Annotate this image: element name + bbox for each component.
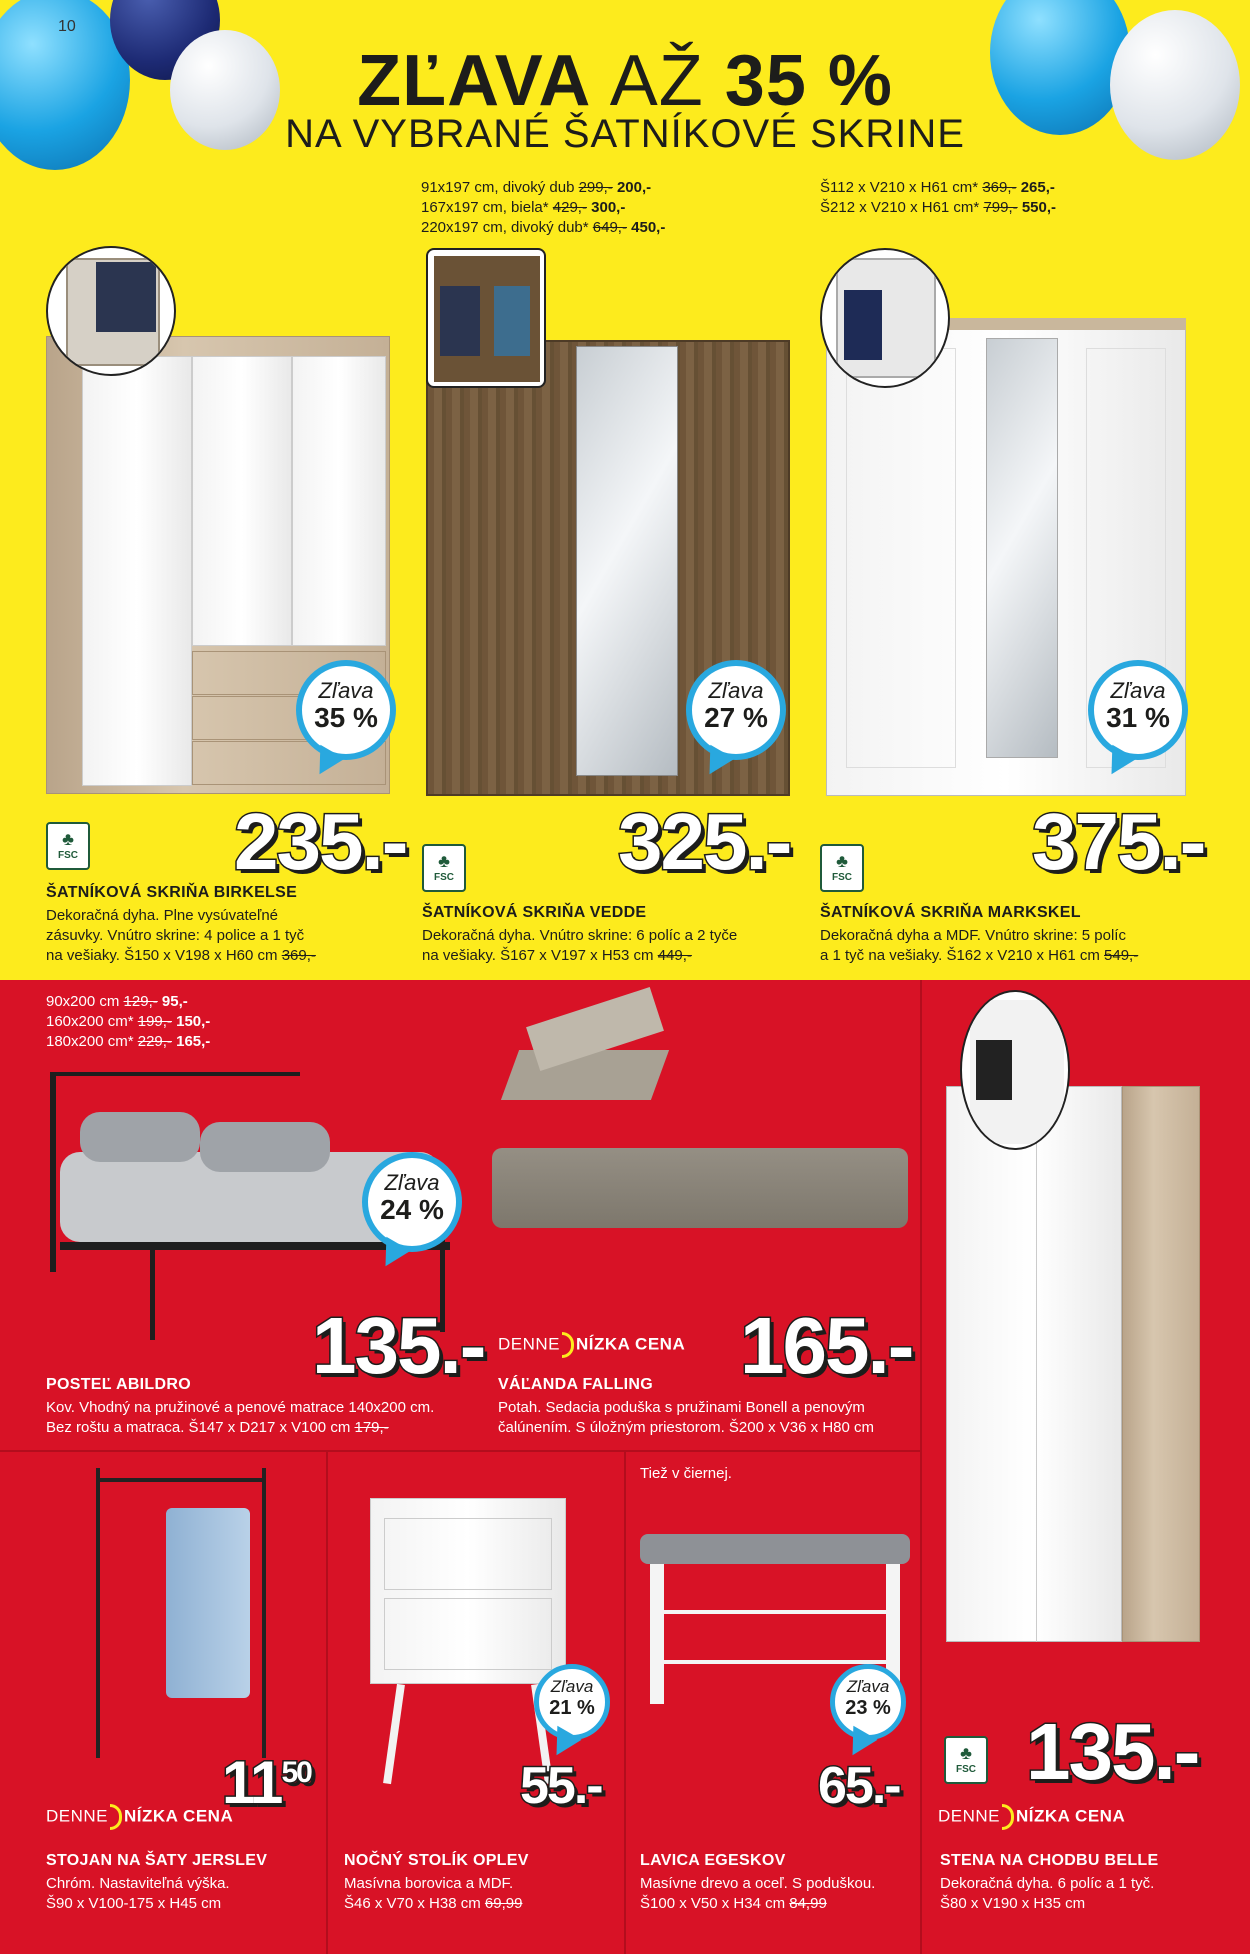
markskel-title: ŠATNÍKOVÁ SKRIŇA MARKSKEL <box>820 904 1081 921</box>
vedde-discount-badge: Zľava 27 % <box>686 660 786 760</box>
jerslev-rack-image <box>86 1468 286 1768</box>
belle-interior-inset <box>960 990 1070 1150</box>
falling-price: 165.- <box>740 1301 913 1390</box>
falling-title: VÁĽANDA FALLING <box>498 1376 654 1393</box>
headline-main <box>0 40 1250 122</box>
size-row: 90x200 cm 129,- 95,- <box>46 993 188 1010</box>
abildro-title: POSTEĽ ABILDRO <box>46 1376 191 1393</box>
vedde-fsc-logo: ♣ FSC <box>422 844 466 892</box>
markskel-fsc-logo: ♣ FSC <box>820 844 864 892</box>
jerslev-desc: Chróm. Nastaviteľná výška. Š90 x V100-175 x H45 cm <box>46 1875 230 1912</box>
birkelse-price: 235.- <box>234 797 407 886</box>
belle-fsc-logo: ♣ FSC <box>944 1736 988 1784</box>
size-row: Š112 x V210 x H61 cm* 369,- 265,- <box>820 179 1055 196</box>
abildro-discount-badge: Zľava 24 % <box>362 1152 462 1252</box>
belle-denne-logo: DENNE NÍZKA CENA <box>938 1804 1125 1830</box>
belle-price: 135.- <box>1026 1707 1199 1796</box>
belle-desc: Dekoračná dyha. 6 políc a 1 tyč. Š80 x V190 x H35 cm <box>940 1875 1155 1912</box>
abildro-desc: Kov. Vhodný na pružinové a penové matrace 140x200 cm. Bez roštu a matraca. Š147 x D217 x V100 cm 179,- <box>46 1399 435 1436</box>
vedde-price: 325.- <box>618 797 791 886</box>
oplev-price: 55.- <box>520 1757 602 1815</box>
vedde-size-list <box>421 178 665 238</box>
vedde-title: ŠATNÍKOVÁ SKRIŇA VEDDE <box>422 904 647 921</box>
markskel-size-list <box>820 178 1056 218</box>
abildro-size-list <box>46 992 210 1052</box>
belle-title: STENA NA CHODBU BELLE <box>940 1852 1159 1869</box>
jerslev-price: $11^{50}$ <box>222 1749 311 1816</box>
oplev-desc: Masívna borovica a MDF. Š46 x V70 x H38 cm 69,99 <box>344 1875 523 1912</box>
jerslev-denne-logo: DENNE NÍZKA CENA <box>46 1804 233 1830</box>
jerslev-title: STOJAN NA ŠATY JERSLEV <box>46 1852 268 1869</box>
headline-az: AŽ <box>609 41 704 121</box>
size-row: 180x200 cm* 229,- 165,- <box>46 1033 211 1050</box>
falling-daybed-storage-image <box>500 1000 666 1110</box>
birkelse-desc: Dekoračná dyha. Plne vysúvateľné zásuvky. Vnútro skrine: 4 police a 1 tyč na vešiaky. Š150 x V198 x H60 cm 369,- <box>46 907 316 964</box>
birkelse-interior-inset <box>46 246 176 376</box>
markskel-price: 375.- <box>1032 797 1205 886</box>
vedde-desc: Dekoračná dyha. Vnútro skrine: 6 políc a 2 tyče na vešiaky. Š167 x V197 x H53 cm 449,- <box>422 927 738 964</box>
oplev-title: NOČNÝ STOLÍK OPLEV <box>344 1852 529 1869</box>
falling-daybed-image <box>492 1138 908 1240</box>
headline-percent: 35 % <box>724 41 893 121</box>
headline-sub: NA VYBRANÉ ŠATNÍKOVÉ SKRINE <box>285 112 965 156</box>
size-row: 167x197 cm, biela* 429,- 300,- <box>421 199 626 216</box>
birkelse-fsc-logo: ♣ FSC <box>46 822 90 870</box>
size-row: 160x200 cm* 199,- 150,- <box>46 1013 211 1030</box>
birkelse-title: ŠATNÍKOVÁ SKRIŇA BIRKELSE <box>46 884 298 901</box>
size-row: Š212 x V210 x H61 cm* 799,- 550,- <box>820 199 1057 216</box>
oplev-discount-badge: Zľava 21 % <box>534 1664 610 1740</box>
headline-zlava: ZĽAVA <box>357 41 589 121</box>
belle-wardrobe-image <box>946 1086 1200 1642</box>
divider <box>624 1450 626 1954</box>
oplev-nightstand-image <box>370 1498 570 1788</box>
divider <box>0 1450 920 1452</box>
size-row: 91x197 cm, divoký dub 299,- 200,- <box>421 179 652 196</box>
divider <box>920 980 922 1954</box>
egeskov-discount-badge: Zľava 23 % <box>830 1664 906 1740</box>
markskel-desc: Dekoračná dyha a MDF. Vnútro skrine: 5 políc a 1 tyč na vešiaky. Š162 x V210 x H61 cm 549,- <box>820 927 1139 964</box>
egeskov-note: Tiež v čiernej. <box>640 1465 732 1482</box>
divider <box>326 1450 328 1954</box>
falling-denne-logo: DENNE NÍZKA CENA <box>498 1332 685 1358</box>
egeskov-price: 65.- <box>818 1757 900 1815</box>
page-number: 10 <box>58 18 76 35</box>
markskel-discount-badge: Zľava 31 % <box>1088 660 1188 760</box>
markskel-interior-inset <box>820 248 950 388</box>
egeskov-desc: Masívne drevo a oceľ. S poduškou. Š100 x V50 x H34 cm 84,99 <box>640 1875 876 1912</box>
vedde-interior-inset <box>426 248 546 388</box>
egeskov-title: LAVICA EGESKOV <box>640 1852 786 1869</box>
birkelse-discount-badge: Zľava 35 % <box>296 660 396 760</box>
size-row: 220x197 cm, divoký dub* 649,- 450,- <box>421 219 666 236</box>
abildro-price: 135.- <box>312 1301 485 1390</box>
falling-desc: Potah. Sedacia poduška s pružinami Bonell a penovým čalúnením. S úložným priestorom. Š200 x V36 x H80 cm <box>498 1399 874 1436</box>
